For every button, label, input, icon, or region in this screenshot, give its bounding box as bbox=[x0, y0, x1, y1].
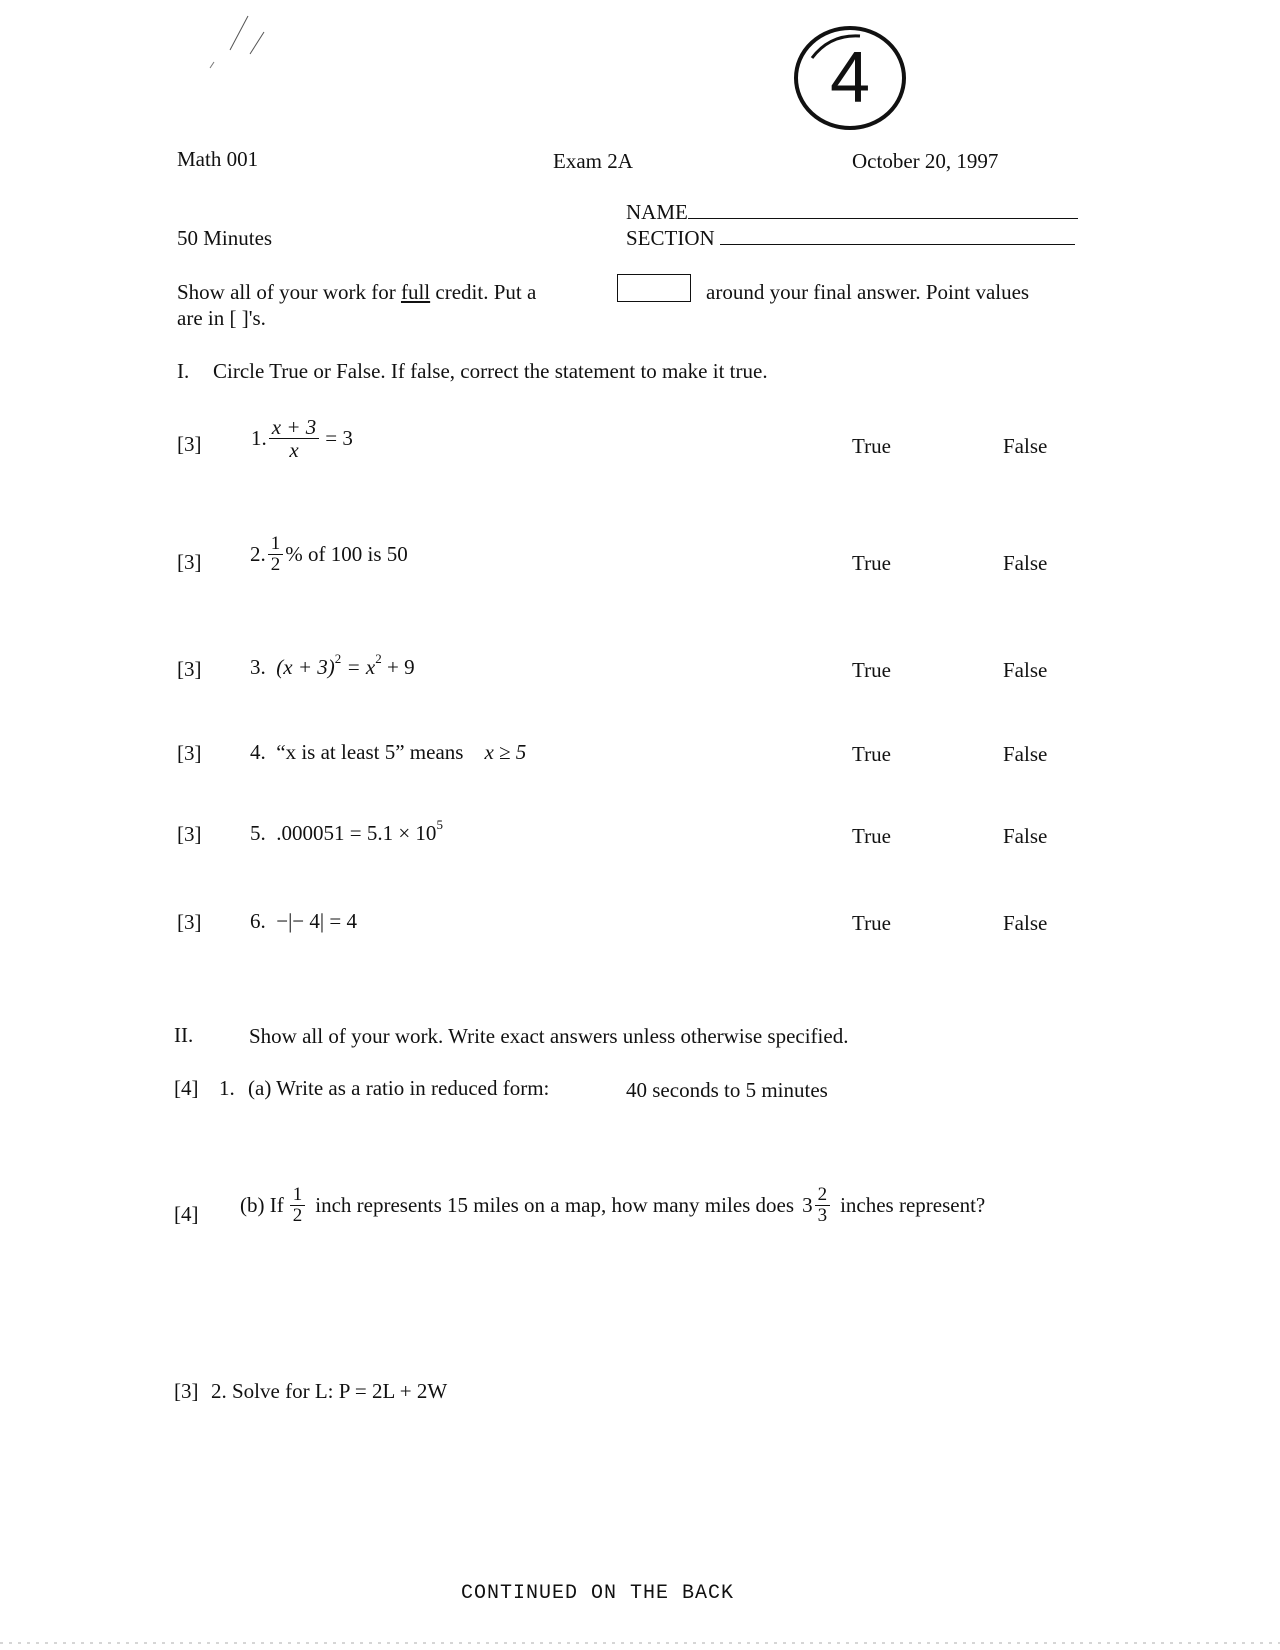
q5-false[interactable]: False bbox=[1003, 824, 1048, 848]
q4-false[interactable]: False bbox=[1003, 742, 1048, 766]
section1-number: I. bbox=[177, 359, 190, 383]
name-line[interactable] bbox=[688, 200, 1078, 219]
q2-points-section2: [3] bbox=[174, 1379, 199, 1403]
svg-text:4: 4 bbox=[829, 38, 871, 118]
q1b-statement: (b) If $\frac{1}{2}$ inch represents 15 miles on a map, how many miles does 3 $\frac{2}{3}$ inches represent? bbox=[240, 1184, 986, 1226]
q1a-text: (a) Write as a ratio in reduced form: bbox=[248, 1076, 550, 1100]
section2-heading: Show all of your work. Write exact answers unless otherwise specified. bbox=[249, 1024, 849, 1048]
q5-points: [3] bbox=[177, 822, 202, 846]
section-line[interactable] bbox=[720, 226, 1075, 245]
q1a-value: 40 seconds to 5 minutes bbox=[626, 1078, 828, 1102]
q2-solve: 2. Solve for L: P = 2L + 2W bbox=[211, 1379, 448, 1403]
q1-statement: 1. $\frac{x + 3}{x}$ = 3 bbox=[251, 415, 353, 463]
instructions-line1: Show all of your work for full credit. Put a bbox=[177, 280, 537, 304]
section-label: SECTION bbox=[626, 226, 715, 250]
q4-statement: 4. “x is at least 5” means x ≥ 5 bbox=[250, 740, 527, 764]
q4-true[interactable]: True bbox=[852, 742, 891, 766]
duration: 50 Minutes bbox=[177, 226, 273, 250]
q6-true[interactable]: True bbox=[852, 911, 891, 935]
name-field[interactable] bbox=[626, 200, 1078, 225]
exam-title: Exam 2A bbox=[553, 149, 633, 173]
instructions-line2: are in [ ]'s. bbox=[177, 306, 266, 330]
scan-noise bbox=[0, 1642, 1280, 1644]
q6-false[interactable]: False bbox=[1003, 911, 1048, 935]
q4-points: [3] bbox=[177, 741, 202, 765]
q3-true[interactable]: True bbox=[852, 658, 891, 682]
q3-points: [3] bbox=[177, 657, 202, 681]
q1a-number: 1. bbox=[219, 1076, 235, 1100]
q6-statement: 6. −|− 4| = 4 bbox=[250, 909, 357, 933]
q1b-points: [4] bbox=[174, 1202, 199, 1226]
section2-number: II. bbox=[174, 1023, 194, 1047]
q3-statement: 3. $(x + 3)^2 = x^2 + 9$ bbox=[250, 651, 415, 679]
q1-points: [3] bbox=[177, 432, 202, 456]
q1-true[interactable]: True bbox=[852, 434, 891, 458]
q2-false[interactable]: False bbox=[1003, 551, 1048, 575]
answer-box-example bbox=[617, 274, 691, 302]
q3-false[interactable]: False bbox=[1003, 658, 1048, 682]
q1-false[interactable]: False bbox=[1003, 434, 1048, 458]
q5-true[interactable]: True bbox=[852, 824, 891, 848]
q2-points: [3] bbox=[177, 550, 202, 574]
q2-statement: 2. $\frac{1}{2}$ % of 100 is 50 bbox=[250, 533, 408, 575]
instructions-line1-end: around your final answer. Point values bbox=[706, 280, 1030, 304]
full-underlined: full bbox=[400, 280, 431, 304]
continued-note: CONTINUED ON THE BACK bbox=[461, 1582, 735, 1605]
q6-points: [3] bbox=[177, 910, 202, 934]
exam-date: October 20, 1997 bbox=[852, 149, 999, 173]
course-name: Math 001 bbox=[177, 147, 259, 171]
section1-heading: Circle True or False. If false, correct the statement to make it true. bbox=[213, 359, 768, 383]
name-label: NAME bbox=[626, 200, 688, 224]
q2-true[interactable]: True bbox=[852, 551, 891, 575]
grade-mark bbox=[790, 20, 910, 132]
stray-marks bbox=[190, 10, 290, 80]
q5-statement: 5. $.000051 = 5.1 \times 10^5$ bbox=[250, 817, 443, 845]
section-field[interactable] bbox=[626, 226, 1075, 251]
q1a-points: [4] bbox=[174, 1076, 199, 1100]
